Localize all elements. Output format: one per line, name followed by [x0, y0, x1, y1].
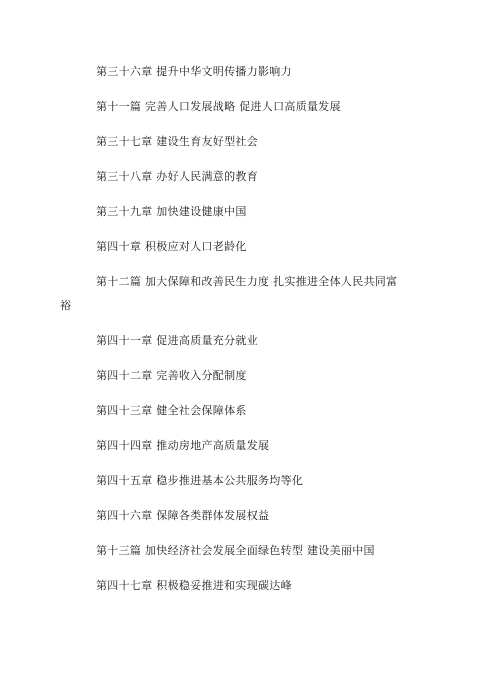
toc-chapter-45: 第四十五章 稳步推进基本公共服务均等化 — [96, 474, 304, 487]
toc-part-13: 第十三篇 加快经济社会发展全面绿色转型 建设美丽中国 — [96, 544, 375, 557]
toc-chapter-38: 第三十八章 办好人民满意的教育 — [96, 170, 258, 183]
toc-chapter-42: 第四十二章 完善收入分配制度 — [96, 369, 247, 382]
toc-chapter-47: 第四十七章 积极稳妥推进和实现碳达峰 — [96, 579, 292, 592]
toc-part-11: 第十一篇 完善人口发展战略 促进人口高质量发展 — [96, 100, 341, 113]
toc-chapter-40: 第四十章 积极应对人口老龄化 — [96, 240, 247, 253]
toc-chapter-46: 第四十六章 保障各类群体发展权益 — [96, 509, 270, 522]
toc-part-12-continued: 裕 — [60, 299, 71, 312]
toc-chapter-36: 第三十六章 提升中华文明传播力影响力 — [96, 65, 292, 78]
toc-chapter-37: 第三十七章 建设生育友好型社会 — [96, 135, 258, 148]
toc-part-12: 第十二篇 加大保障和改善民生力度 扎实推进全体人民共同富 — [96, 275, 398, 288]
toc-chapter-41: 第四十一章 促进高质量充分就业 — [96, 334, 258, 347]
toc-chapter-44: 第四十四章 推动房地产高质量发展 — [96, 439, 270, 452]
toc-chapter-39: 第三十九章 加快建设健康中国 — [96, 205, 247, 218]
toc-chapter-43: 第四十三章 健全社会保障体系 — [96, 404, 247, 417]
